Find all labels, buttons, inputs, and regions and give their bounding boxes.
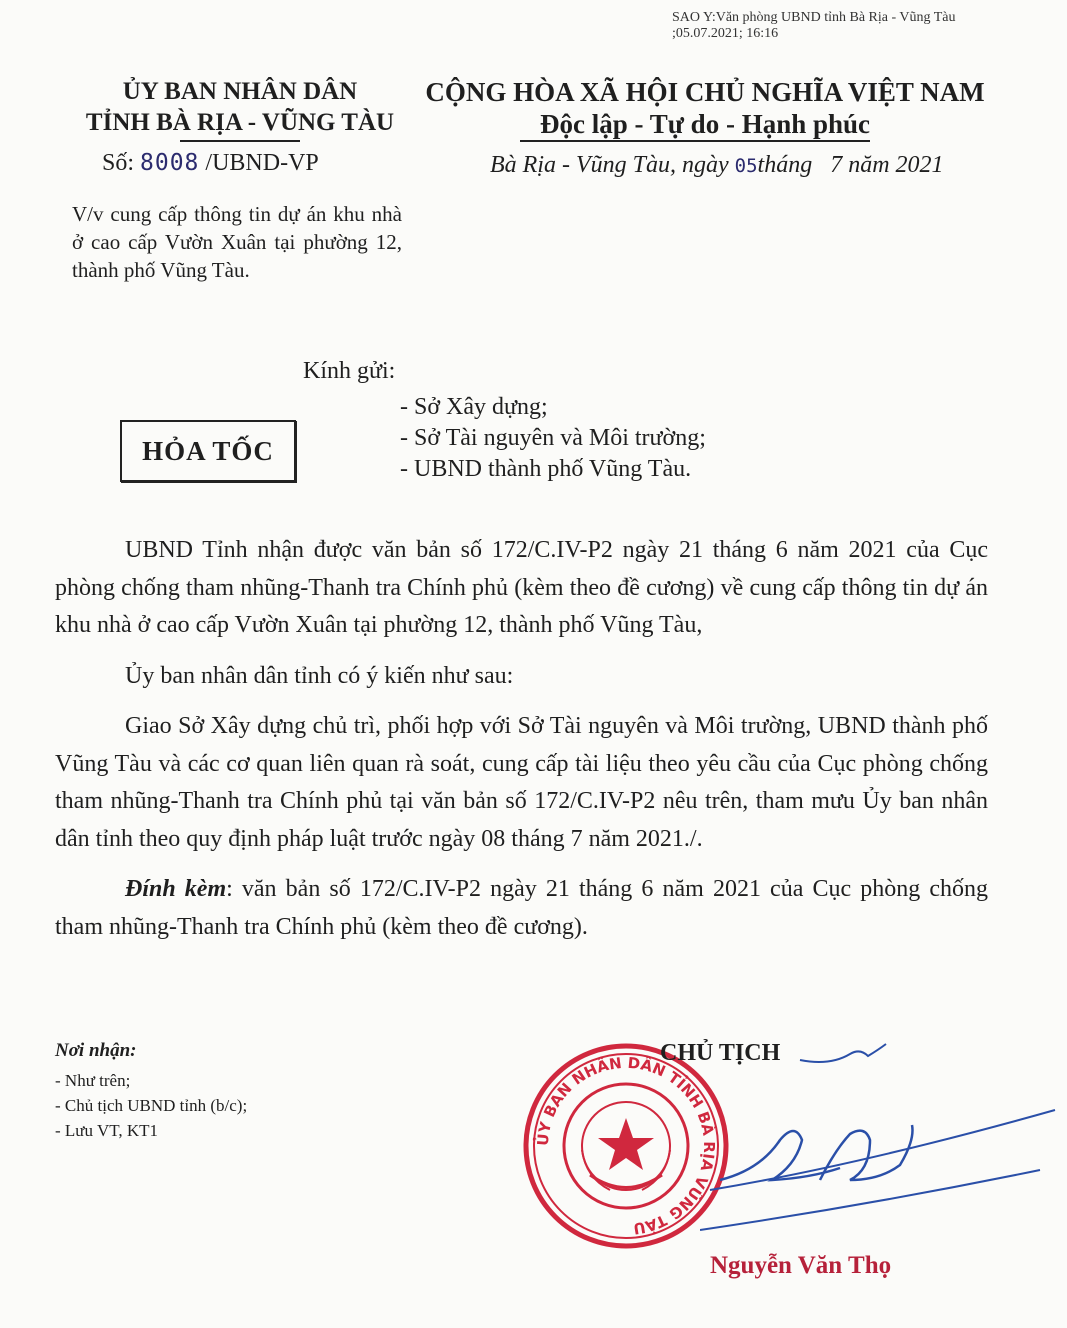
greeting: Kính gửi: [303,358,396,384]
doc-number-suffix: /UBND-VP [205,150,319,176]
seal-star-icon [598,1118,654,1170]
date-day-handwritten: 05 [734,155,758,177]
receiver-item: - Lưu VT, KT1 [55,1121,159,1140]
date-month-label: tháng [757,152,813,178]
recipient-item: - UBND thành phố Vũng Tàu. [400,456,692,482]
recipient-list [400,392,706,485]
receiver-item: - Chủ tịch UBND tỉnh (b/c); [55,1096,248,1115]
date-month: 7 [830,152,843,178]
copy-note-line-2: ;05.07.2021; 16:16 [672,26,779,41]
copy-note-line-1: SAO Y:Văn phòng UBND tỉnh Bà Rịa - Vũng Tàu [672,10,956,25]
receiver-item: - Như trên; [55,1071,131,1090]
signer-name: Nguyễn Văn Thọ [710,1252,892,1279]
body-paragraph-1: UBND Tỉnh nhận được văn bản số 172/C.IV-P2 ngày 21 tháng 6 năm 2021 của Cục phòng chống tham nhũng-Thanh tra Chính phủ (kèm theo đề cương) về cung cấp thông tin dự án khu nhà ở cao cấp Vườn Xuân tại phường 12, thành phố Vũng Tàu, [55,537,988,638]
agency-line-1: ỦY BAN NHÂN DÂN [122,78,358,105]
issue-date [490,152,980,179]
date-year: năm 2021 [848,152,944,178]
seal-ring-text: ỦY BAN NHÂN DÂN TỈNH BÀ RỊA VŨNG TÀU [533,1053,719,1238]
motto-underline [520,140,870,142]
attachment-label: Đính kèm [125,876,227,902]
doc-number-handwritten: 8008 [140,150,200,176]
body-paragraph-3: Giao Sở Xây dựng chủ trì, phối hợp với Sở Tài nguyên và Môi trường, UBND thành phố Vũng Tàu và các cơ quan liên quan rà soát, cung cấp tài liệu theo yêu cầu của Cục phòng chống tham nhũng-Thanh tra Chính phủ tại văn bản số 172/C.IV-P2 nêu trên, tham mưu Ủy ban nhân dân tỉnh theo quy định pháp luật trước ngày 08 tháng 7 năm 2021./. [55,713,988,852]
date-place: Bà Rịa - Vũng Tàu, ngày [490,152,729,178]
recipient-item: - Sở Tài nguyên và Môi trường; [400,425,706,451]
receivers-title: Nơi nhận: [55,1040,137,1061]
body-paragraph-2: Ủy ban nhân dân tỉnh có ý kiến như sau: [125,662,514,689]
signer-title: CHỦ TỊCH [660,1040,781,1066]
document-number [102,150,319,177]
document-body [55,532,988,959]
issuing-agency [60,76,420,138]
urgent-stamp-box: HỎA TỐC [120,420,296,482]
nation-title: CỘNG HÒA XÃ HỘI CHỦ NGHĨA VIỆT NAM [425,77,985,107]
subject-line: V/v cung cấp thông tin dự án khu nhà ở cao cấp Vườn Xuân tại phường 12, thành phố Vũng Tàu. [72,202,402,282]
handwritten-signature-icon [700,1030,1060,1260]
doc-number-prefix: Số: [102,150,135,176]
agency-line-2: TỈNH BÀ RỊA - VŨNG TÀU [85,109,395,136]
receivers-list [55,1068,247,1143]
agency-underline [180,140,300,142]
attachment-paragraph [55,871,988,946]
attachment-text: : văn bản số 172/C.IV-P2 ngày 21 tháng 6 năm 2021 của Cục phòng chống tham nhũng-Thanh tra Chính phủ (kèm theo đề cương). [55,876,989,940]
nation-motto: Độc lập - Tự do - Hạnh phúc [539,109,871,139]
national-header [420,76,990,140]
copy-certification-note [672,10,1052,42]
recipient-item: - Sở Xây dựng; [400,394,548,420]
